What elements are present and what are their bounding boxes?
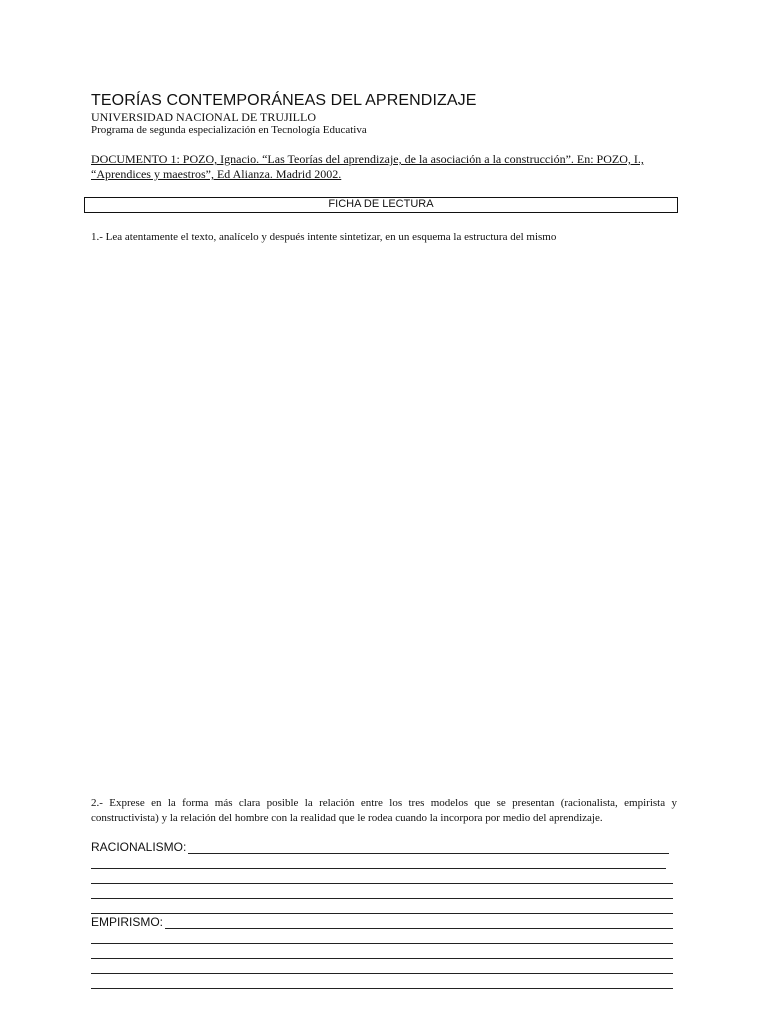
document-reference: DOCUMENTO 1: POZO, Ignacio. “Las Teorías del aprendizaje, de la asociación a la construcción”. En: POZO, I., “Aprendices y maestros”, Ed Alianza. Madrid 2002. xyxy=(91,152,644,181)
empirismo-answer-line-1[interactable] xyxy=(91,928,673,929)
ficha-label: FICHA DE LECTURA xyxy=(328,198,434,210)
racionalismo-answer-line-5[interactable] xyxy=(91,913,673,914)
university-name: UNIVERSIDAD NACIONAL DE TRUJILLO xyxy=(91,110,316,124)
empirismo-answer-line-5[interactable] xyxy=(91,988,673,989)
question-1: 1.- Lea atentamente el texto, analícelo y después intente sintetizar, en un esquema la estructura del mismo xyxy=(91,231,557,243)
empirismo-label: EMPIRISMO: xyxy=(91,915,164,929)
racionalismo-answer-line-4[interactable] xyxy=(91,898,673,899)
racionalismo-answer-line-3[interactable] xyxy=(91,883,673,884)
empirismo-answer-line-2[interactable] xyxy=(91,943,673,944)
ficha-de-lectura-box xyxy=(84,197,678,213)
empirismo-answer-line-3[interactable] xyxy=(91,958,673,959)
question-2: 2.- Exprese en la forma más clara posible la relación entre los tres modelos que se presentan (racionalista, empirista y constructivista) y la relación del hombre con la realidad que le rodea cuando la incorpora por medio del aprendizaje. xyxy=(91,797,677,824)
program-name: Programa de segunda especialización en Tecnología Educativa xyxy=(91,124,367,136)
racionalismo-answer-line-2[interactable] xyxy=(91,868,666,869)
racionalismo-label: RACIONALISMO: xyxy=(91,840,187,854)
page-title: TEORÍAS CONTEMPORÁNEAS DEL APRENDIZAJE xyxy=(91,92,477,109)
empirismo-answer-line-4[interactable] xyxy=(91,973,673,974)
